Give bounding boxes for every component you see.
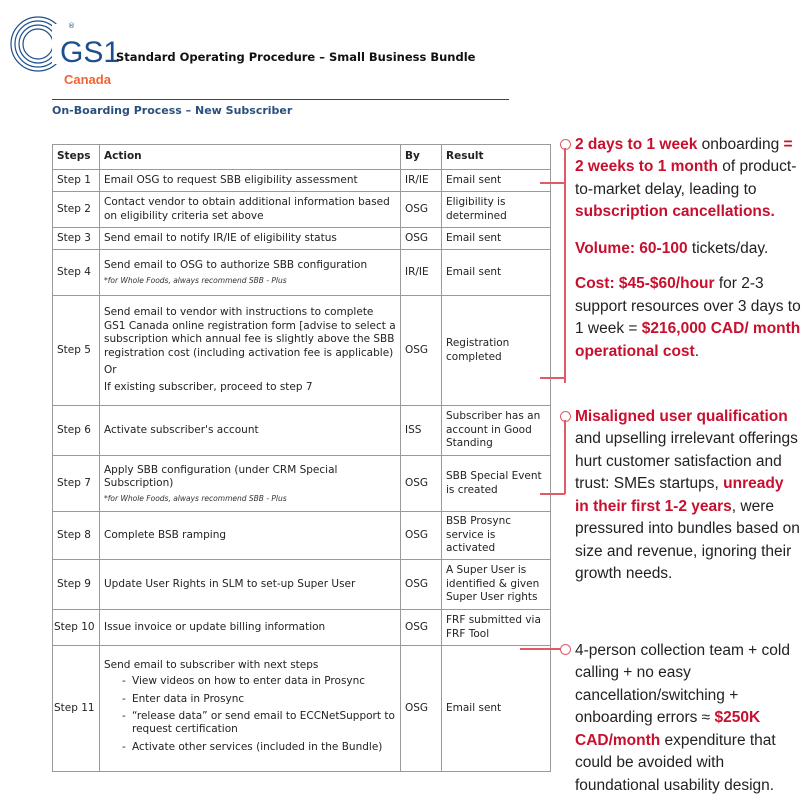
result-cell: Email sent: [442, 250, 551, 296]
by-cell: ISS: [401, 406, 442, 456]
step-cell: Step 10: [53, 610, 100, 646]
by-cell: OSG: [401, 512, 442, 560]
col-header-action: Action: [100, 145, 401, 170]
annotation-onboarding-cost: [575, 134, 801, 363]
logo-registered-mark: ®: [68, 22, 75, 30]
result-cell: Email sent: [442, 646, 551, 772]
annotation-3-connector-dot: [560, 644, 571, 655]
by-cell: OSG: [401, 646, 442, 772]
logo-country: Canada: [64, 72, 111, 87]
col-header-result: Result: [442, 145, 551, 170]
action-note: *for Whole Foods, always recommend SBB - Plus: [104, 275, 287, 285]
document-title: Standard Operating Procedure – Small Business Bundle: [116, 50, 476, 64]
action-text: Send email to vendor with instructions to complete GS1 Canada online registration form [advise to select a subscription which annual fee is slightly above the SBB registration cost (including activation fee is applicable): [104, 306, 396, 359]
by-cell: OSG: [401, 228, 442, 250]
annotation-2-tick: [540, 493, 565, 495]
step-cell: Step 11: [53, 646, 100, 772]
table-row: [53, 250, 551, 296]
by-cell: OSG: [401, 192, 442, 228]
by-cell: IR/IE: [401, 250, 442, 296]
by-cell: OSG: [401, 456, 442, 512]
annotation-2-connector-line: [564, 420, 566, 494]
table-row: [53, 406, 551, 456]
by-cell: OSG: [401, 296, 442, 406]
table-row: [53, 646, 551, 772]
result-cell: Email sent: [442, 170, 551, 192]
annotation-1-tick: [540, 182, 565, 184]
annotation-1-paragraph-2: Volume: 60-100 tickets/day.: [575, 239, 769, 257]
step-cell: Step 5: [53, 296, 100, 406]
step-cell: Step 1: [53, 170, 100, 192]
table-header-row: [53, 145, 551, 170]
table-row: [53, 610, 551, 646]
action-text: Apply SBB configuration (under CRM Special Subscription): [104, 463, 338, 490]
action-cell: [100, 296, 401, 406]
step-cell: Step 8: [53, 512, 100, 560]
annotation-1-paragraph-3: Cost: $45-$60/hour for 2-3 support resources over 3 days to 1 week = $216,000 CAD/ month operational cost.: [575, 275, 801, 360]
annotation-1-paragraph-1: 2 days to 1 week onboarding = 2 weeks to 1 month of product-to-market delay, leading to subscription cancellations.: [575, 136, 797, 221]
action-cell: [100, 250, 401, 296]
by-cell: IR/IE: [401, 170, 442, 192]
result-cell: Eligibility is determined: [442, 192, 551, 228]
col-header-by: By: [401, 145, 442, 170]
logo-text: GS1: [60, 36, 121, 69]
result-cell: SBB Special Event is created: [442, 456, 551, 512]
sop-table: [52, 144, 551, 772]
table-row: [53, 228, 551, 250]
header-rule: [52, 99, 509, 100]
col-header-steps: Steps: [53, 145, 100, 170]
result-cell: BSB Prosync service is activated: [442, 512, 551, 560]
action-cell: Send email to notify IR/IE of eligibility status: [100, 228, 401, 250]
step-cell: Step 3: [53, 228, 100, 250]
action-text: Send email to subscriber with next steps: [104, 658, 319, 671]
table-row: [53, 456, 551, 512]
annotation-2-connector-dot: [560, 411, 571, 422]
list-item: - “release data” or send email to ECCNetSupport to request certification: [104, 710, 396, 737]
step-cell: Step 9: [53, 560, 100, 610]
action-cell: Email OSG to request SBB eligibility assessment: [100, 170, 401, 192]
by-cell: OSG: [401, 560, 442, 610]
next-steps-list: [104, 675, 396, 754]
annotation-3-connector-line: [520, 648, 562, 650]
action-cell: [100, 456, 401, 512]
result-cell: Email sent: [442, 228, 551, 250]
table-row: [53, 560, 551, 610]
result-cell: Subscriber has an account in Good Standing: [442, 406, 551, 456]
result-cell: Registration completed: [442, 296, 551, 406]
result-cell: A Super User is identified & given Super User rights: [442, 560, 551, 610]
by-cell: OSG: [401, 610, 442, 646]
action-alt: If existing subscriber, proceed to step 7: [104, 381, 313, 394]
action-cell: Complete BSB ramping: [100, 512, 401, 560]
action-or: Or: [104, 363, 117, 376]
action-text: Send email to OSG to authorize SBB configuration: [104, 259, 368, 272]
table-row: [53, 170, 551, 192]
action-cell: Activate subscriber's account: [100, 406, 401, 456]
list-item: - Activate other services (included in the Bundle): [104, 741, 396, 754]
annotation-1-tick: [540, 377, 565, 379]
section-title: On-Boarding Process – New Subscriber: [52, 104, 293, 117]
table-row: [53, 192, 551, 228]
action-cell: Contact vendor to obtain additional information based on eligibility criteria set above: [100, 192, 401, 228]
annotation-misaligned-qualification: Misaligned user qualification and upselling irrelevant offerings hurt customer satisfaction and trust: SMEs startups, unready in their first 1-2 years, were pressured into bundles based on size and revenue, ignoring their growth needs.: [575, 408, 800, 583]
action-cell: Update User Rights in SLM to set-up Super User: [100, 560, 401, 610]
annotation-collection-expenditure: 4-person collection team + cold calling + no easy cancellation/switching + onboarding errors ≈ $250K CAD/month expenditure that could be avoided with foundational usability design.: [575, 642, 790, 794]
step-cell: Step 6: [53, 406, 100, 456]
step-cell: Step 2: [53, 192, 100, 228]
result-cell: FRF submitted via FRF Tool: [442, 610, 551, 646]
action-cell: Issue invoice or update billing information: [100, 610, 401, 646]
step-cell: Step 7: [53, 456, 100, 512]
annotation-1-connector-dot: [560, 139, 571, 150]
list-item: - View videos on how to enter data in Prosync: [104, 675, 396, 688]
action-note: *for Whole Foods, always recommend SBB - Plus: [104, 493, 287, 503]
table-row: [53, 512, 551, 560]
table-row: [53, 296, 551, 406]
step-cell: Step 4: [53, 250, 100, 296]
list-item: - Enter data in Prosync: [104, 693, 396, 706]
action-cell: [100, 646, 401, 772]
